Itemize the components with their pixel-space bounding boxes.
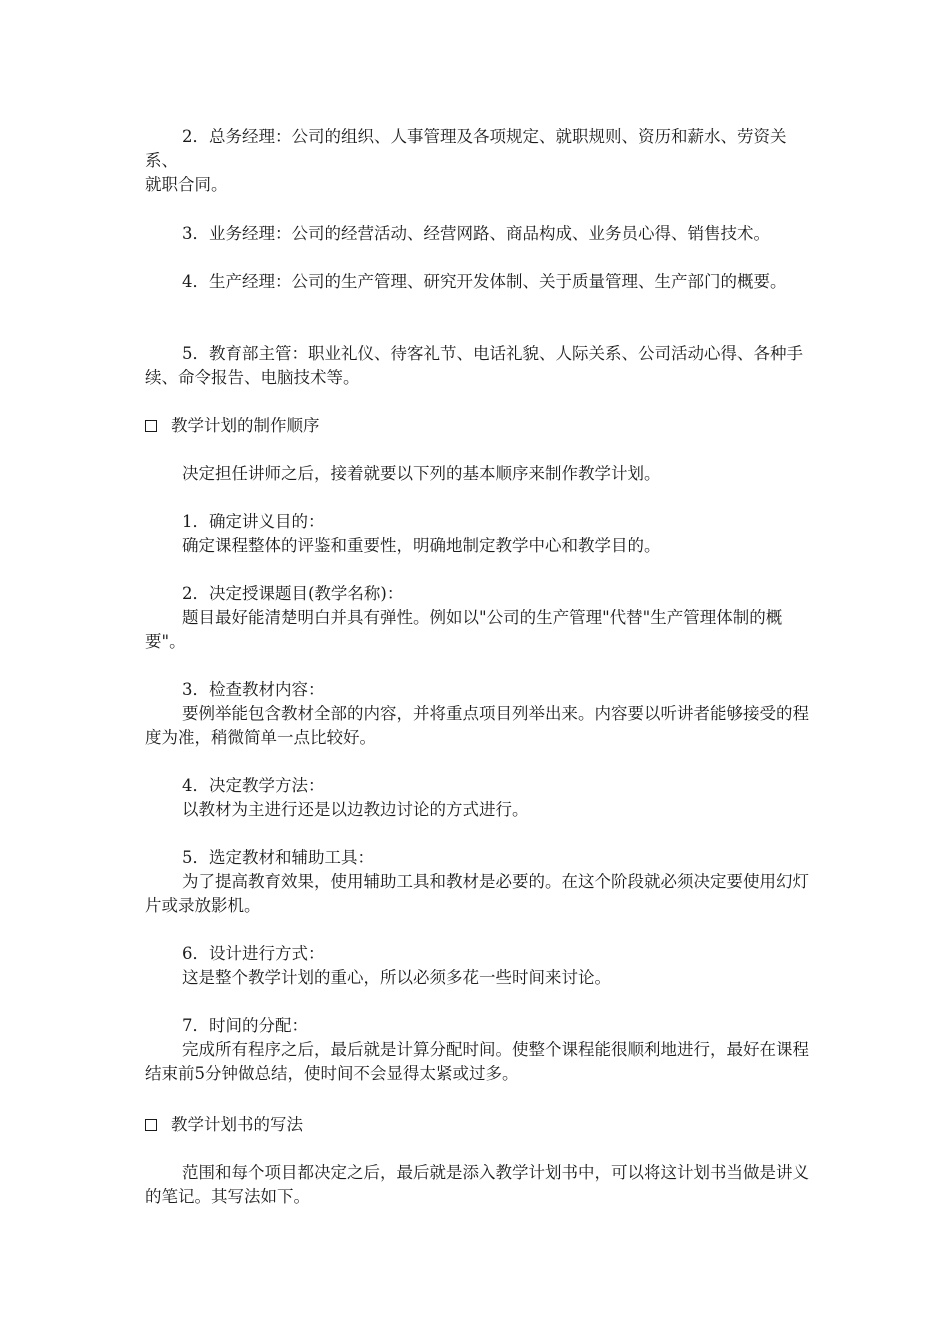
- step-3-body: 要例举能包含教材全部的内容，并将重点项目列举出来。内容要以听讲者能够接受的程度为准，稍微简单一点比较好。: [145, 704, 809, 747]
- section-heading-text: 教学计划书的写法: [171, 1115, 303, 1134]
- step-6-title: 6．设计进行方式：: [182, 944, 325, 963]
- section-heading-teaching-plan-writing: [145, 1113, 810, 1137]
- checkbox-square-icon: [145, 420, 157, 432]
- role-item-4: [145, 270, 810, 294]
- role-item-2: [145, 125, 810, 197]
- role-item-5-text: 5．教育部主管：职业礼仪、待客礼节、电话礼貌、人际关系、公司活动心得、各种手续、命令报告、电脑技术等。: [145, 344, 803, 387]
- step-6-body: 这是整个教学计划的重心，所以必须多花一些时间来讨论。: [182, 968, 611, 987]
- role-item-4-text: 4．生产经理：公司的生产管理、研究开发体制、关于质量管理、生产部门的概要。: [182, 272, 787, 291]
- step-3: [145, 678, 810, 750]
- section-intro-text: 决定担任讲师之后，接着就要以下列的基本顺序来制作教学计划。: [182, 464, 661, 483]
- role-item-2-line-2: 就职合同。: [145, 175, 228, 194]
- step-5-title: 5．选定教材和辅助工具：: [182, 848, 374, 867]
- step-5: [145, 846, 810, 918]
- section-intro: [145, 462, 810, 486]
- checkbox-square-icon: [145, 1119, 157, 1131]
- step-4-body: 以教材为主进行还是以边教边讨论的方式进行。: [182, 800, 529, 819]
- step-3-title: 3．检查教材内容：: [182, 680, 325, 699]
- step-2: [145, 582, 810, 654]
- section2-intro: [145, 1161, 810, 1209]
- step-4-title: 4．决定教学方法：: [182, 776, 325, 795]
- step-6: [145, 942, 810, 990]
- role-item-5: [145, 342, 810, 390]
- role-item-3: [145, 222, 810, 246]
- step-2-title: 2．决定授课题目(教学名称)：: [182, 584, 404, 603]
- step-1-title: 1．确定讲义目的：: [182, 512, 325, 531]
- step-7: [145, 1014, 810, 1086]
- section-heading-text: 教学计划的制作顺序: [171, 416, 320, 435]
- step-1-body: 确定课程整体的评鉴和重要性，明确地制定教学中心和教学目的。: [182, 536, 661, 555]
- section2-intro-text: 范围和每个项目都决定之后，最后就是添入教学计划书中，可以将这计划书当做是讲义的笔记。其写法如下。: [145, 1163, 809, 1206]
- step-5-body: 为了提高教育效果，使用辅助工具和教材是必要的。在这个阶段就必须决定要使用幻灯片或录放影机。: [145, 872, 809, 915]
- step-7-title: 7．时间的分配：: [182, 1016, 308, 1035]
- section-heading-teaching-plan-order: [145, 414, 810, 438]
- step-4: [145, 774, 810, 822]
- step-7-body: 完成所有程序之后，最后就是计算分配时间。使整个课程能很顺利地进行，最好在课程结束前5分钟做总结，使时间不会显得太紧或过多。: [145, 1040, 809, 1083]
- step-1: [145, 510, 810, 558]
- role-item-2-line-1: 2．总务经理：公司的组织、人事管理及各项规定、就职规则、资历和薪水、劳资关系、: [145, 127, 787, 170]
- step-2-body: 题目最好能清楚明白并具有弹性。例如以"公司的生产管理"代替"生产管理体制的概要"。: [145, 608, 783, 651]
- role-item-3-text: 3．业务经理：公司的经营活动、经营网路、商品构成、业务员心得、销售技术。: [182, 224, 770, 243]
